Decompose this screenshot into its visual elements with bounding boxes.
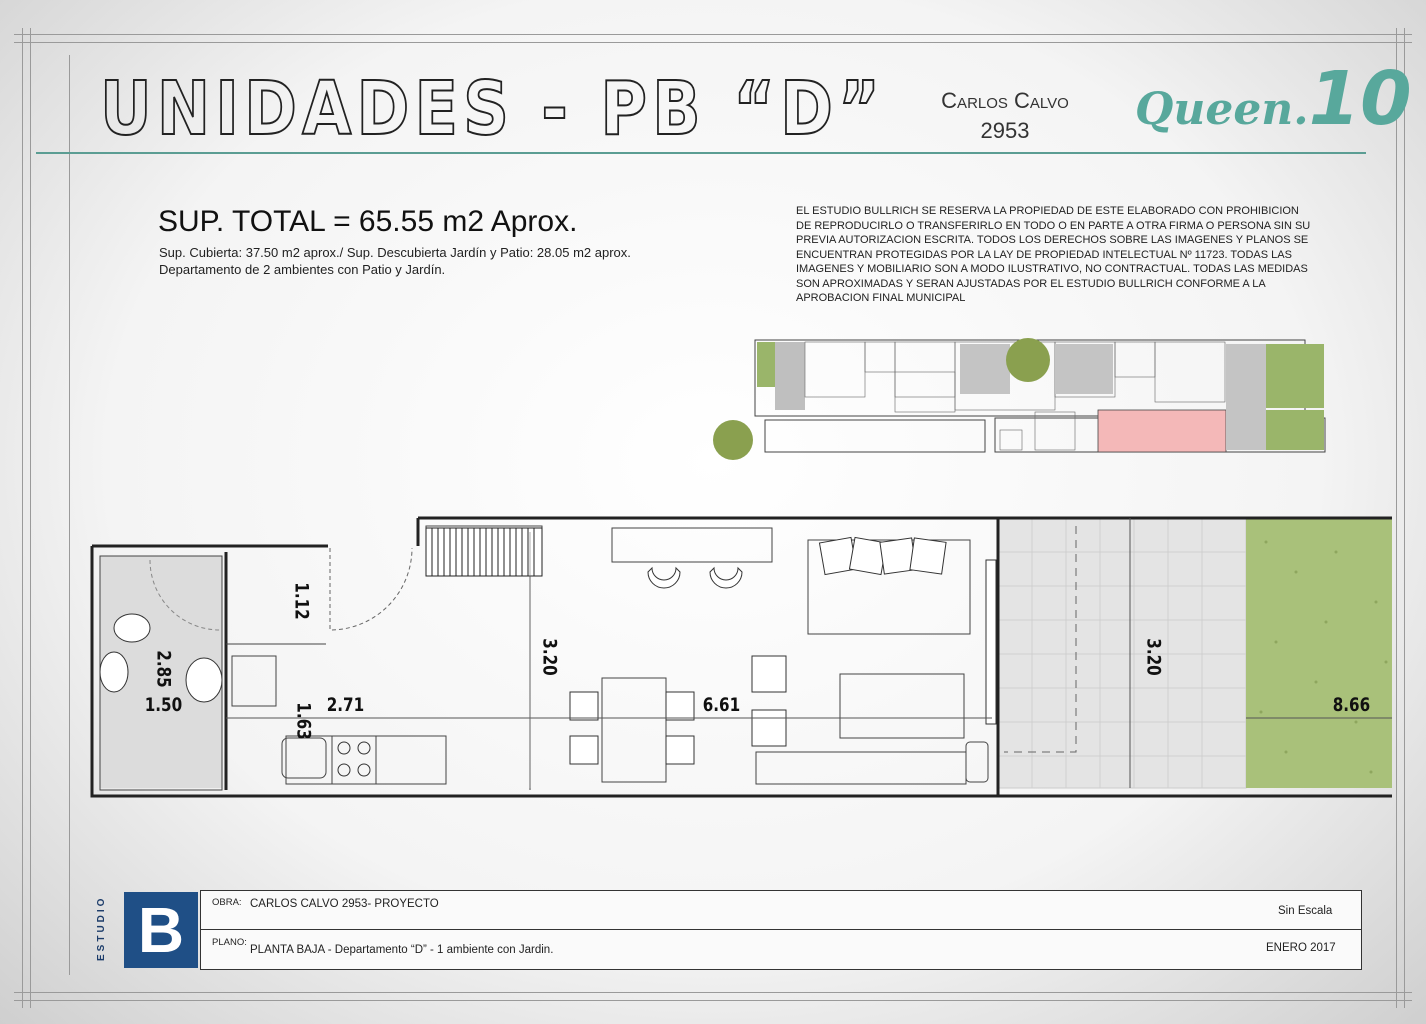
dim-label: 6.61: [702, 694, 741, 716]
key-plan-patio-center-2: [1055, 344, 1113, 394]
stairs: [426, 528, 542, 576]
frame-left-outer: [22, 28, 23, 1008]
brand-word: Queen.: [1135, 84, 1309, 135]
scale-label: Sin Escala: [1278, 905, 1333, 917]
brand-number: 10: [1308, 56, 1412, 142]
stove-icon: [338, 742, 370, 776]
title-block-divider: [201, 929, 1361, 930]
frame-bottom-inner: [14, 1000, 1412, 1001]
dim-label: 1.12: [290, 582, 313, 620]
plano-value: PLANTA BAJA - Departamento “D” - 1 ambiente con Jardin.: [250, 944, 554, 956]
garden-area: [1246, 518, 1392, 788]
dim-label: 2.71: [326, 694, 365, 716]
dim-label: 8.66: [1332, 694, 1371, 716]
key-plan-patio-left: [775, 342, 805, 410]
page-title: UNIDADES - PB “D”: [100, 66, 886, 152]
dim-label: 2.85: [152, 650, 175, 688]
frame-bottom-outer: [14, 992, 1412, 993]
dim-label: 3.20: [1142, 638, 1165, 676]
key-plan-patio-right: [1226, 344, 1266, 450]
key-plan-patio-center: [960, 344, 1010, 394]
frame-vertical-accent: [69, 55, 70, 975]
header-divider: [36, 152, 1366, 154]
address: [905, 86, 1105, 146]
frame-top-outer: [14, 34, 1412, 35]
key-plan-garden-right: [1266, 344, 1324, 408]
stool-icon: [648, 568, 680, 588]
frame-top-inner: [14, 42, 1412, 43]
toilet-icon: [114, 614, 150, 642]
date-label: ENERO 2017: [1266, 942, 1336, 954]
dim-label: 3.20: [538, 638, 561, 676]
brand-logo: [1135, 56, 1412, 142]
dim-label: 1.63: [292, 702, 315, 740]
legal-notice: EL ESTUDIO BULLRICH SE RESERVA LA PROPIEDAD DE ESTE ELABORADO CON PROHIBICION DE REPRODUCIRLO O TRANSFERIRLO EN TODO O EN PARTE A OTRA FIRMA O PERSONA SIN SU PREVIA AUTORIZACION ESCRITA. TODOS LOS DERECHOS SOBRE LAS IMAGENES Y PLANOS SE ENCUENTRAN PROTEGIDAS POR LA LAY DE PROPIEDAD INTELECTUAL Nº 11723. TODAS LAS IMAGENES Y MOBILIARIO SON A MODO ILUSTRATIVO, NO CONTRACTUAL. TODAS LAS MEDIDAS SON APROXIMADAS Y SERAN AJUSTADAS POR EL ESTUDIO BULLRICH CONFORME A LA APROBACION FINAL MUNICIPAL: [796, 205, 1311, 304]
address-number: 2953: [980, 118, 1030, 143]
key-plan-unit-d-highlight: [1098, 410, 1226, 452]
obra-value: CARLOS CALVO 2953- PROYECTO: [250, 898, 439, 910]
obra-label: OBRA:: [212, 897, 242, 908]
frame-right-inner: [1404, 28, 1405, 1008]
plano-label: PLANO:: [212, 937, 247, 948]
stool-icon: [710, 568, 742, 588]
sofa-cushions: [819, 537, 946, 574]
tree-icon: [713, 420, 753, 460]
studio-logo: B: [124, 892, 198, 968]
bidet-icon: [100, 652, 128, 692]
tree-icon: [1006, 338, 1050, 382]
total-surface: SUP. TOTAL = 65.55 m2 Aprox.: [158, 205, 578, 238]
dim-label: 1.50: [144, 694, 183, 716]
key-plan-garden-right-2: [1266, 410, 1324, 450]
door-swing: [330, 548, 412, 630]
sink-icon: [186, 658, 222, 702]
address-street: Carlos Calvo: [941, 88, 1069, 113]
floor-plan: [86, 512, 1398, 804]
unit-description: Departamento de 2 ambientes con Patio y Jardín.: [159, 262, 446, 277]
frame-left-inner: [30, 28, 31, 1008]
surface-detail: Sup. Cubierta: 37.50 m2 aprox./ Sup. Descubierta Jardín y Patio: 28.05 m2 aprox.: [159, 245, 631, 260]
key-plan: [705, 322, 1345, 482]
studio-label: ESTUDIO: [96, 895, 107, 961]
patio-window: [986, 560, 996, 724]
patio-paving: [998, 518, 1246, 788]
key-plan-garden-left: [757, 342, 775, 387]
